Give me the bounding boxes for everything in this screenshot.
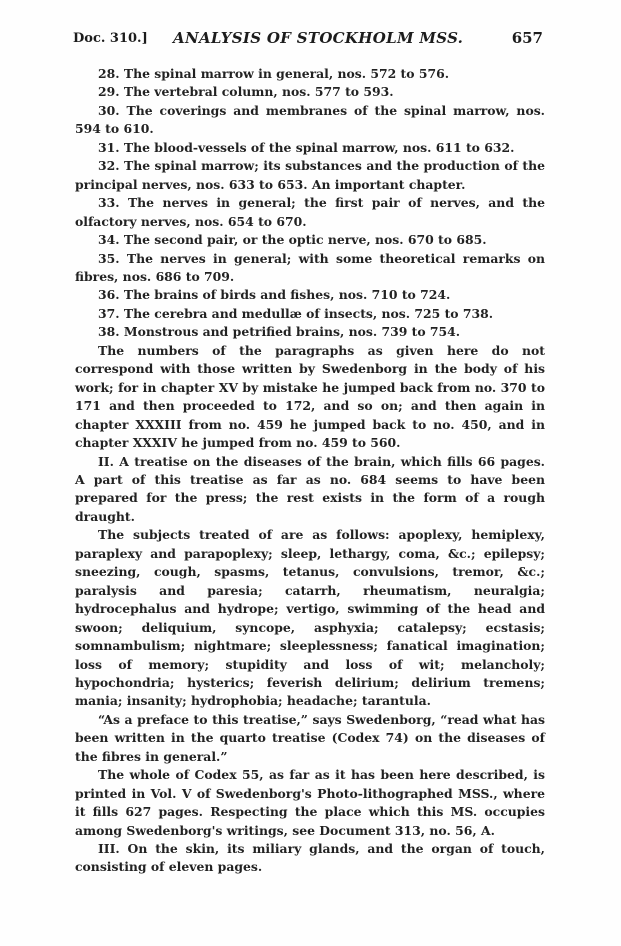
paragraph-codex-55: The whole of Codex 55, as far as it has been here described, is printed in Vol. V of Swedenborg's Photo-lithographed MSS., where it fills 627 pages. Respecting the place which this MS. occupies among Swedenborg's writings, see Document 313, no. 56, A. bbox=[75, 767, 545, 838]
chapter-entry: 29. The vertebral column, nos. 577 to 593. bbox=[98, 84, 394, 100]
paragraph-numbering-note: The numbers of the paragraphs as given here do not correspond with those written by Swedenborg in the body of his work; for in chapter XV by mistake he jumped back from no. 370 to 171 and then proceeded to 172, and so on; and then again in chapter XXXIII from no. 459 he jumped back to no. 450, and in chapter XXXIV he jumped from no. 459 to 560. bbox=[75, 342, 545, 451]
chapter-entry: 30. The coverings and membranes of the spinal marrow, nos. 594 to 610. bbox=[75, 102, 545, 137]
paragraph-preface-quote: “As a preface to this treatise,” says Swedenborg, “read what has been written in the quarto treatise (Codex 74) on the diseases of the fibres in general.” bbox=[75, 711, 545, 764]
chapter-entry: 31. The blood-vessels of the spinal marrow, nos. 611 to 632. bbox=[98, 139, 515, 155]
chapter-entry: 38. Monstrous and petrified brains, nos. 739 to 754. bbox=[98, 324, 461, 340]
chapter-entry: 36. The brains of birds and fishes, nos. 710 to 724. bbox=[98, 287, 451, 303]
chapter-entry: 28. The spinal marrow in general, nos. 572 to 576. bbox=[98, 66, 450, 81]
page-title: ANALYSIS OF STOCKHOLM MSS. bbox=[173, 29, 464, 47]
chapter-entry: 34. The second pair, or the optic nerve, nos. 670 to 685. bbox=[98, 232, 487, 248]
chapter-entry: 33. The nerves in general; the first pair of nerves, and the olfactory nerves, nos. 654 to 670. bbox=[75, 195, 545, 229]
page-body bbox=[75, 65, 545, 877]
running-header bbox=[73, 29, 543, 51]
chapter-entry: 32. The spinal marrow; its substances and the production of the principal nerves, nos. 633 to 653. An important chapter. bbox=[75, 158, 545, 192]
page-number: 657 bbox=[511, 29, 543, 47]
paragraph-skin-treatise: III. On the skin, its miliary glands, and the organ of touch, consisting of eleven pages. bbox=[75, 841, 545, 875]
chapter-entry: 35. The nerves in general; with some theoretical remarks on fibres, nos. 686 to 709. bbox=[75, 250, 545, 284]
paragraph-treatise-brain-diseases: II. A treatise on the diseases of the brain, which fills 66 pages. A part of this treatise as far as no. 684 seems to have been prepared for the press; the rest exists in the form of a rough draught. bbox=[75, 453, 545, 524]
chapter-entry: 37. The cerebra and medullæ of insects, nos. 725 to 738. bbox=[98, 305, 494, 321]
document-reference: Doc. 310.] bbox=[73, 31, 148, 46]
paragraph-subjects-list: The subjects treated of are as follows: apoplexy, hemiplexy, paraplexy and parapoplexy; sleep, lethargy, coma, &c.; epilepsy; sneezing, cough, spasms, tetanus, convulsions, tremor, &c.; paralysis and paresia; catarrh, rheumatism, neuralgia; hydrocephalus and hydrope; vertigo, swimming of the head and swoon; deliquium, syncope, asphyxia; catalepsy; ecstasis; somnambulism; nightmare; sleeplessness; fanatical imagination; loss of memory; stupidity and loss of wit; melancholy; hypochondria; hysterics; feverish delirium; delirium tremens; mania; insanity; hydrophobia; headache; tarantula. bbox=[75, 527, 545, 709]
